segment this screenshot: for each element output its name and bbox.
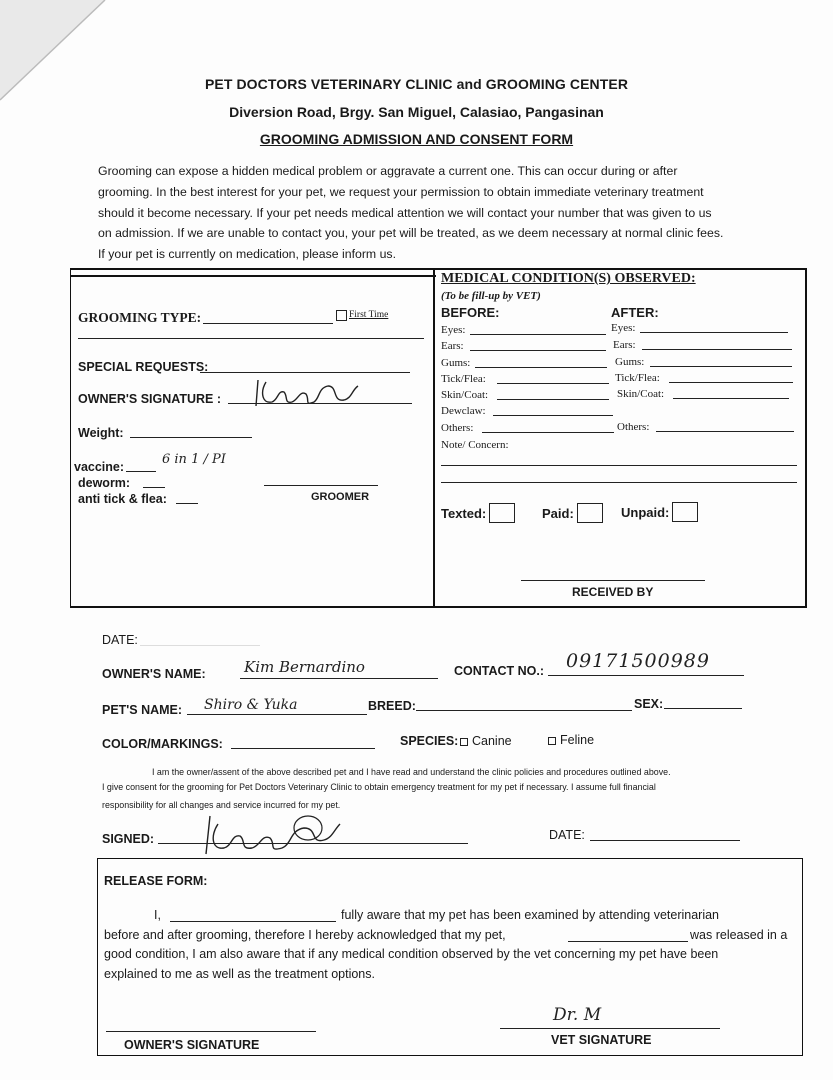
after-skin-field[interactable] <box>673 398 789 399</box>
before-eyes-label: Eyes: <box>441 324 466 336</box>
breed-field[interactable] <box>416 710 632 711</box>
before-others-label: Others: <box>441 422 474 434</box>
canine-checkbox[interactable] <box>460 738 468 746</box>
paid-label: Paid: <box>542 506 574 521</box>
before-dewclaw-field[interactable] <box>493 415 613 416</box>
after-tick-field[interactable] <box>669 382 793 383</box>
signed-label: SIGNED: <box>102 832 155 846</box>
after-tick-label: Tick/Flea: <box>615 372 660 384</box>
signed-scribble <box>196 806 346 862</box>
contact-value: 09171500989 <box>566 650 710 672</box>
received-by-label: RECEIVED BY <box>572 585 654 599</box>
vet-signature-label: VET SIGNATURE <box>551 1033 652 1047</box>
left-top-rule <box>70 275 436 277</box>
feline-label: Feline <box>560 733 595 747</box>
before-others-field[interactable] <box>482 432 614 433</box>
unpaid-checkbox[interactable] <box>672 502 698 522</box>
texted-label: Texted: <box>441 506 487 521</box>
received-by-field[interactable] <box>521 580 705 581</box>
owner-signature-label: OWNER'S SIGNATURE : <box>78 392 222 406</box>
note-concern-label: Note/ Concern: <box>441 439 509 451</box>
after-eyes-field[interactable] <box>640 332 788 333</box>
feline-option[interactable] <box>548 733 594 747</box>
deworm-label: deworm: <box>78 476 131 490</box>
grooming-type-line-2[interactable] <box>78 338 424 339</box>
texted-field <box>441 503 515 523</box>
form-title: GROOMING ADMISSION AND CONSENT FORM <box>259 131 574 147</box>
date-field[interactable] <box>140 645 260 646</box>
unpaid-field <box>621 502 698 522</box>
intro-paragraph <box>98 161 746 265</box>
release-text-2: before and after grooming, therefore I hereby acknowledged that my pet, <box>104 927 506 942</box>
after-eyes-label: Eyes: <box>611 322 636 334</box>
before-label: BEFORE: <box>441 305 500 320</box>
before-skin-label: Skin/Coat: <box>441 389 489 401</box>
contact-field[interactable] <box>548 675 744 676</box>
unpaid-label: Unpaid: <box>621 505 670 520</box>
sex-field[interactable] <box>664 708 742 709</box>
release-owner-field[interactable] <box>170 921 336 922</box>
anti-tick-label: anti tick & flea: <box>78 492 167 506</box>
pet-name-label: PET'S NAME: <box>102 703 183 717</box>
owner-signature-release-field[interactable] <box>106 1031 316 1032</box>
vaccine-field[interactable] <box>126 471 156 472</box>
release-pet-field[interactable] <box>568 941 688 942</box>
consent-date-field[interactable] <box>590 840 740 841</box>
vaccine-value: 6 in 1 / PI <box>162 452 226 467</box>
folded-corner <box>0 0 110 110</box>
intro-line: grooming. In the best interest for your pet, we request your permission to obtain immediate veterinary treatment <box>98 184 704 199</box>
release-form-title: RELEASE FORM: <box>104 874 208 888</box>
first-time-checkbox[interactable] <box>336 310 347 321</box>
first-time-label: First Time <box>349 310 389 320</box>
pet-name-field[interactable] <box>187 714 367 715</box>
note-line-2[interactable] <box>441 482 797 483</box>
before-skin-field[interactable] <box>497 399 609 400</box>
before-gums-field[interactable] <box>475 367 607 368</box>
canine-option[interactable] <box>460 734 512 748</box>
feline-checkbox[interactable] <box>548 737 556 745</box>
owner-signature-release-label: OWNER'S SIGNATURE <box>124 1038 260 1052</box>
owner-signature-scribble <box>248 372 368 412</box>
before-gums-label: Gums: <box>441 357 471 369</box>
release-line-2 <box>104 926 804 946</box>
medical-condition-subtitle: (To be fill-up by VET) <box>441 290 541 302</box>
vet-signature-field[interactable] <box>500 1028 720 1029</box>
note-line-1[interactable] <box>441 465 797 466</box>
release-text-5: explained to me as well as the treatment options. <box>104 966 375 981</box>
owner-name-field[interactable] <box>240 678 438 679</box>
canine-label: Canine <box>472 734 512 748</box>
release-i: I, <box>154 908 161 922</box>
before-eyes-field[interactable] <box>470 334 606 335</box>
before-tick-label: Tick/Flea: <box>441 373 486 385</box>
release-text-3: was released in a <box>690 927 788 942</box>
after-ears-field[interactable] <box>642 349 792 350</box>
intro-line: should it become necessary. If your pet needs medical attention we will contact your number that was given to us <box>98 205 712 220</box>
breed-label: BREED: <box>368 699 416 713</box>
weight-label: Weight: <box>78 426 124 440</box>
species-label: SPECIES: <box>400 734 459 748</box>
after-label: AFTER: <box>611 305 659 320</box>
sex-label: SEX: <box>634 697 664 711</box>
medical-condition-title: MEDICAL CONDITION(S) OBSERVED: <box>441 271 696 286</box>
after-skin-label: Skin/Coat: <box>617 388 665 400</box>
after-gums-field[interactable] <box>650 366 792 367</box>
owner-name-value: Kim Bernardino <box>244 658 365 676</box>
special-requests-label: SPECIAL REQUESTS: <box>78 360 209 374</box>
box-divider <box>433 270 435 606</box>
vet-signature-value: Dr. M <box>553 1005 602 1025</box>
date-label: DATE: <box>102 633 138 647</box>
anti-tick-field[interactable] <box>176 503 198 504</box>
owner-name-label: OWNER'S NAME: <box>102 667 206 681</box>
deworm-field[interactable] <box>143 487 165 488</box>
groomer-label: GROOMER <box>311 491 370 503</box>
grooming-type-label: GROOMING TYPE: <box>78 310 202 325</box>
paid-field <box>542 503 603 523</box>
weight-field[interactable] <box>130 437 252 438</box>
intro-line: If your pet is currently on medication, please inform us. <box>98 247 396 262</box>
release-text-4: good condition, I am also aware that if any medical condition observed by the vet concerning my pet have been <box>104 947 719 961</box>
consent-line-3: responsibility for all changes and service incurred for my pet. <box>102 800 341 810</box>
intro-line: on admission. If we are unable to contact you, your pet will be treated, as we deem necessary at normal clinic fees. <box>98 226 724 241</box>
consent-line-2: I give consent for the grooming for Pet Doctors Veterinary Clinic to obtain emergency treatment for my pet if necessary. I assume full financial <box>102 782 656 792</box>
after-others-field[interactable] <box>656 431 794 432</box>
clinic-address: Diversion Road, Brgy. San Miguel, Calasiao, Pangasinan <box>229 104 604 120</box>
before-dewclaw-label: Dewclaw: <box>441 405 486 417</box>
after-gums-label: Gums: <box>615 356 645 368</box>
clinic-name: PET DOCTORS VETERINARY CLINIC and GROOMING CENTER <box>204 76 629 92</box>
grooming-type-field[interactable] <box>203 323 333 324</box>
intro-line: Grooming can expose a hidden medical problem or aggravate a current one. This can occur during or after <box>98 164 678 178</box>
after-others-label: Others: <box>617 421 650 433</box>
pet-name-value: Shiro & Yuka <box>204 697 298 713</box>
before-tick-field[interactable] <box>497 383 609 384</box>
color-markings-label: COLOR/MARKINGS: <box>102 737 223 751</box>
groomer-signature-field[interactable] <box>264 485 378 486</box>
color-markings-field[interactable] <box>231 748 375 749</box>
consent-line-1: I am the owner/assent of the above described pet and I have read and understand the clinic policies and procedures outlined above. <box>152 767 671 777</box>
vaccine-label: vaccine: <box>74 460 125 474</box>
release-text-1: fully aware that my pet has been examined by attending veterinarian <box>341 908 720 922</box>
release-line-1 <box>104 906 804 926</box>
before-ears-label: Ears: <box>441 340 464 352</box>
contact-label: CONTACT NO.: <box>454 664 545 678</box>
after-ears-label: Ears: <box>613 339 636 351</box>
release-form-text <box>104 906 804 984</box>
paid-checkbox[interactable] <box>577 503 603 523</box>
consent-date-label: DATE: <box>549 828 585 842</box>
texted-checkbox[interactable] <box>489 503 515 523</box>
before-ears-field[interactable] <box>470 350 606 351</box>
